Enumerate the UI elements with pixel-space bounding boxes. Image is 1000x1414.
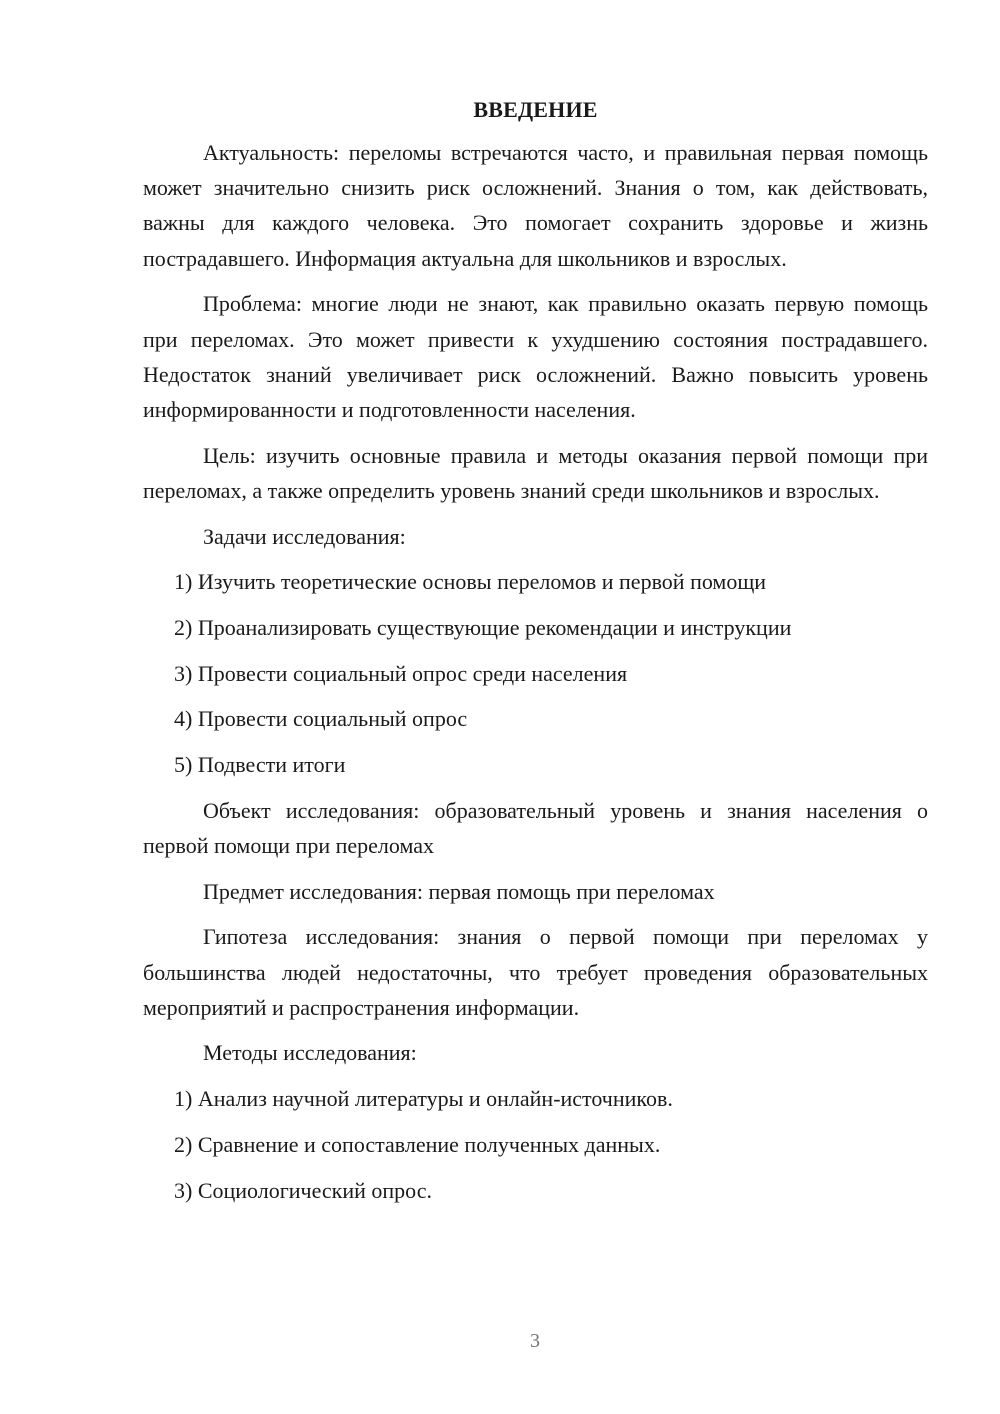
goal-paragraph: Цель: изучить основные правила и методы оказания первой помощи при переломах, а также определить уровень знаний среди школьников и взрослых. xyxy=(143,442,928,503)
problem-paragraph: Проблема: многие люди не знают, как правильно оказать первую помощь при переломах. Это может привести к ухудшению состояния пострадавшего. Недостаток знаний увеличивает риск осложнений. Важно повысить уровень информированности и подготовленности населения. xyxy=(143,291,928,422)
section-title: ВВЕДЕНИЕ xyxy=(473,97,598,122)
task-item: 3) Провести социальный опрос среди населения xyxy=(174,660,628,686)
object-paragraph: Объект исследования: образовательный уровень и знания населения о первой помощи при переломах xyxy=(143,797,928,858)
hypothesis-paragraph: Гипотеза исследования: знания о первой помощи при переломах у большинства людей недостаточны, что требует проведения образовательных мероприятий и распространения информации. xyxy=(143,924,928,1020)
method-item: 2) Сравнение и сопоставление полученных данных. xyxy=(174,1131,661,1157)
document-page xyxy=(143,92,928,1218)
methods-label: Методы исследования: xyxy=(203,1040,417,1066)
task-item: 1) Изучить теоретические основы переломов и первой помощи xyxy=(174,569,767,595)
method-item: 3) Социологический опрос. xyxy=(174,1177,432,1203)
tasks-label: Задачи исследования: xyxy=(203,523,406,549)
relevance-paragraph: Актуальность: переломы встречаются часто, и правильная первая помощь может значительно снизить риск осложнений. Знания о том, как действовать, важны для каждого человека. Это помогает сохранить здоровье и жизнь пострадавшего. Информация актуальна для школьников и взрослых. xyxy=(143,140,928,271)
page-number: 3 xyxy=(530,1330,540,1352)
task-item: 4) Провести социальный опрос xyxy=(174,706,468,732)
methods-list xyxy=(143,1081,928,1208)
tasks-list xyxy=(143,564,928,782)
task-item: 5) Подвести итоги xyxy=(174,752,346,778)
task-item: 2) Проанализировать существующие рекомендации и инструкции xyxy=(174,614,792,640)
subject-paragraph: Предмет исследования: первая помощь при переломах xyxy=(203,878,715,904)
method-item: 1) Анализ научной литературы и онлайн-источников. xyxy=(174,1086,673,1112)
